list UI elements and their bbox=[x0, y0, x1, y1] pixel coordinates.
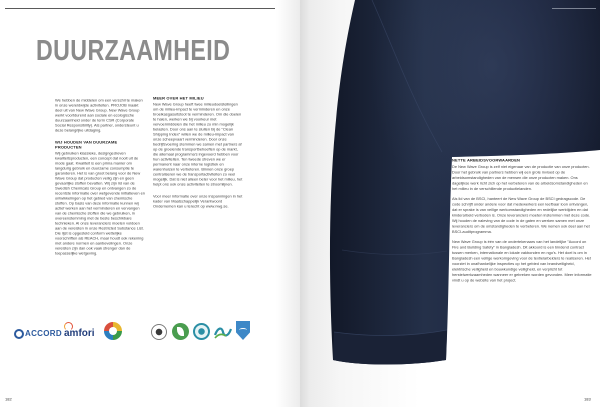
more-info-paragraph: Voor meer informatie over onze inspanningen in het kader van Maatschappelijk Verantwoord Ondernemen kan u terecht op www.nwg.se. bbox=[153, 194, 243, 209]
accord-logo-icon bbox=[14, 329, 24, 339]
intro-paragraph: We hebben de middelen om een verschil te maken in onze wereldwijde activiteiten. PROJOB maakt deel uit van New Wave Group. New Wave Group werkt voortdurend aan sociale en ecologische duurzaamheid onder de term CSR (Corporate Social Responsibility). Als partner, ondersteunt u deze belangrijke uitdaging. bbox=[55, 98, 143, 133]
working-conditions-paragraph: New Wave Group is één van de ondertekenaars van het landelijke "Accord on Fire and Building Safety" in Bangladesh. Dit akkoord is een bindend contract tussen merken, internationale en lokale vakbonden en ngo's. Het doel is om in Bangladesh een veilige werkomgeving voor de textielarbeiders te realiseren. Het voorziet in onafhankelijke inspecties op het gebied van brandveiligheid, elektrische veiligheid en bouwkundige veiligheid, en verplicht tot herstelwerkzaamheden wanneer er gebreken worden gevonden. Meer informatie vindt u op de website van het project. bbox=[452, 239, 592, 283]
working-conditions-paragraph: Als lid van de BSCI, hanteert de New Wave Group de BSCI gedragscode. De code schrijft onder andere voor dat medewerkers een leefbaar loon ontvangen, dat er sprake is van veilige werkomstandigheden en redelijke werktijden en dat kinderarbeid verboden is. Onze leveranciers moeten instemmen met deze code. Wij houden de naleving van de code in de gaten en werken samen met onze leveranciers om de omstandigheden te verbeteren. We nemen ook deel aan het BSCI-auditprogramma. bbox=[452, 196, 591, 234]
text-block-working-conditions bbox=[452, 158, 594, 288]
right-page bbox=[300, 0, 600, 407]
top-rule bbox=[552, 8, 596, 9]
accord-logo: ACCORD bbox=[25, 329, 62, 338]
emblem-logo-icon bbox=[104, 322, 122, 340]
seal-logo-icon bbox=[151, 324, 167, 340]
working-conditions-heading: NETTE ARBEIDSVOORWAARDEN bbox=[452, 158, 521, 163]
page-number-left: 182 bbox=[5, 397, 12, 402]
top-rule bbox=[5, 8, 275, 9]
page-title: DUURZAAMHEID bbox=[36, 35, 231, 67]
green-leaf-logo-icon bbox=[172, 323, 189, 340]
wave-logo-icon bbox=[214, 325, 232, 339]
environment-paragraph: New Wave Group heeft twee milieudoelstellingen om de milieu-impact te verminderen en onze broeikasgasuitstoot te verminderen. Om die doelen te halen, werken we bij voorkeur met vervoermiddelen die het milieu zo min mogelijk belasten. Door ons aan te sluiten bij de "Clean Shipping Index" willen we de milieu-impact van onze scheepvaart verminderen. Door onze bedrijfsvoering stemmen we samen met partners af op de groeiende transportbehoeften op de markt, die allemaal programma's ingevoerd hebben voor hun activiteiten. Ten tweede streven we er permanent naar onze interne logistiek en warenhuizen te verbeteren. Binnen onze groep centraliseren we de transportactiviteiten zo veel mogelijk. Dat is niet alleen beter voor het milieu, het helpt ons ook onze activiteiten te stroomlijnen. bbox=[153, 102, 243, 187]
working-conditions-paragraph: De New Wave Group is zelf niet eigenaar van de productie van onze producten. Door het gebruik van partners hebben wij een grote invloed op de arbeidsomstandigheden van de mensen die onze producten maken. Ons dagelijkse werk richt zich op het verbeteren van de arbeidsomstandigheden en het milieu in de verschillende productielanden. bbox=[452, 164, 590, 191]
shield-logo-icon bbox=[236, 321, 250, 340]
teal-circle-logo-icon bbox=[193, 323, 210, 340]
environment-heading: MEER OVER HET MILIEU bbox=[153, 96, 204, 101]
page-number-right: 183 bbox=[584, 397, 591, 402]
text-column-2 bbox=[153, 96, 243, 216]
products-heading: WIJ HOUDEN VAN DUURZAME PRODUCTEN bbox=[55, 140, 118, 150]
products-paragraph: Wij gebruiken klassieke, designgedreven kwaliteitsproducten, een concept dat nooit uit de mode gaat. Kwaliteit is een prima manier om langdurig gebruik en duurzame consumptie te garanderen. Het is van groot belang voor de New Wave Group dat producten veilig zijn en geen gevaarlijke stoffen bevatten. Wij zijn lid van de Swedish Chemicals Group en ontvangen zo de recentste informatie over wetgevende initiatieven en ontwikkelingen op het gebied van chemische stoffen. Op basis van deze informatie kunnen wij actief werken aan het verminderen en vervangen van de chemische stoffen die we gebruiken, in overeenstemming met de beste beschikbare technieken. Al onze leveranciers moeten voldoen aan de vereisten in onze Restricted Substance List. Die lijst is opgesteld conform wettelijke voorschriften als REACH, maar houdt ook rekening met andere normen en aanbevelingen. Onze vereisten zijn dan ook vaak strenger dan de toepasselijke wetgeving. bbox=[55, 151, 145, 256]
text-column-1 bbox=[55, 98, 145, 263]
amfori-logo: amfori bbox=[64, 328, 95, 339]
